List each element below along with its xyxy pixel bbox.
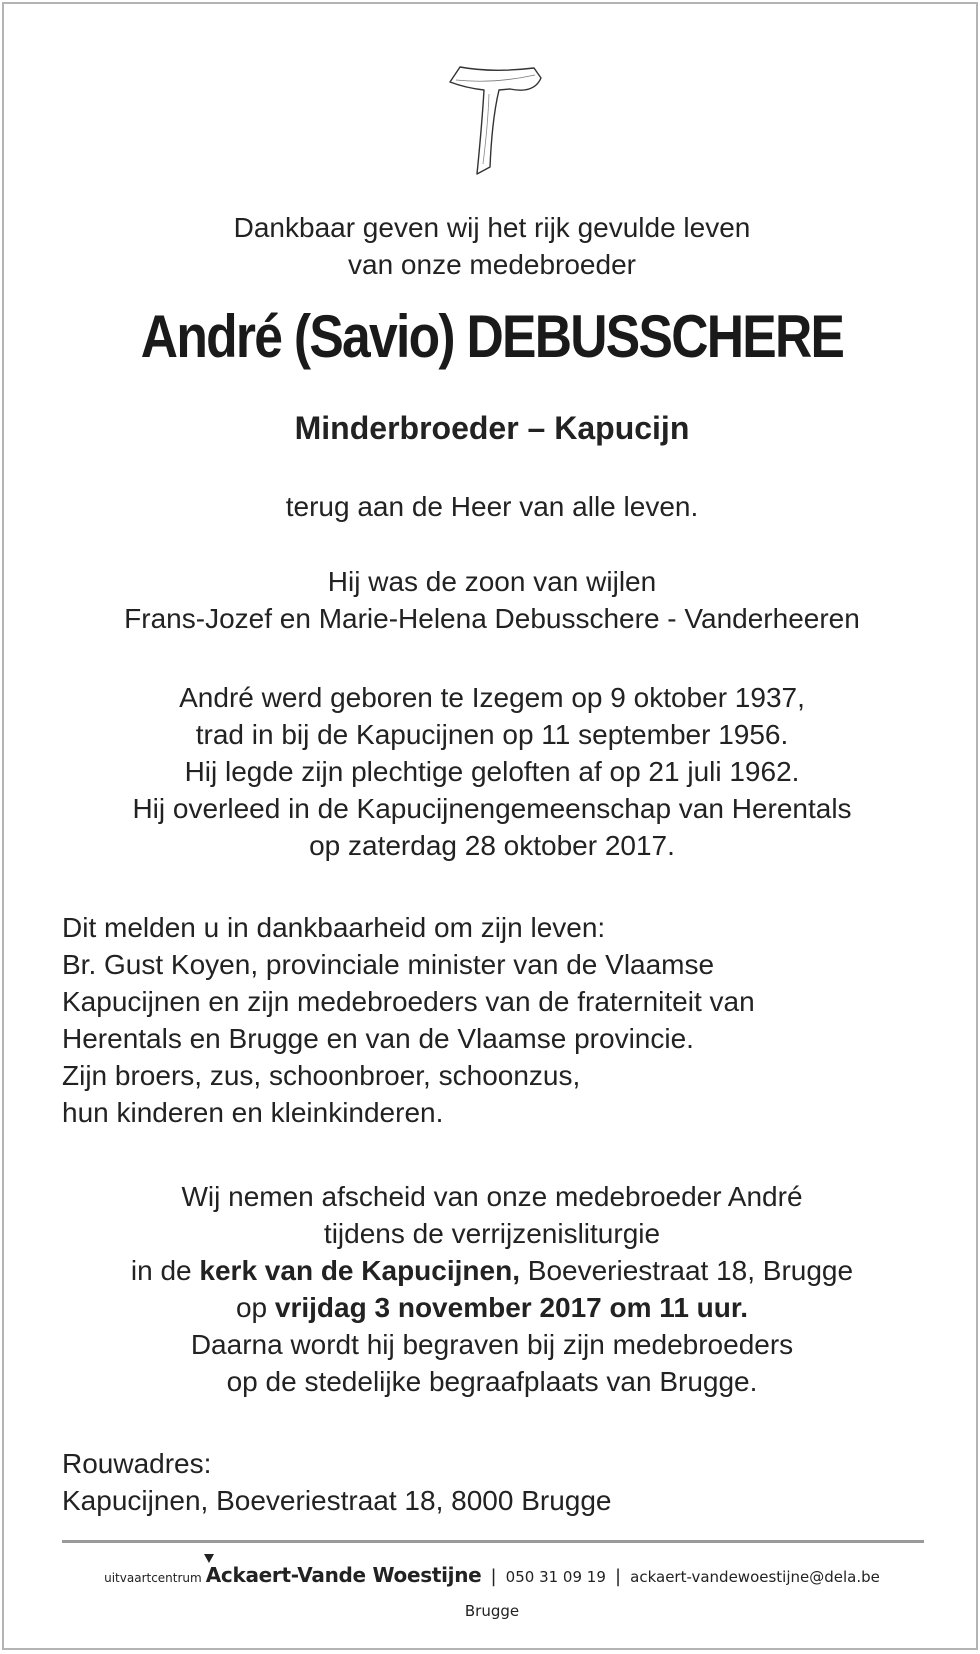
- farewell-line-2: tijdens de verrijzenisliturgie: [323, 1218, 661, 1249]
- address-value: Kapucijnen, Boeveriestraat 18, 8000 Brugge: [62, 1485, 612, 1516]
- footer-logo: [206, 1563, 482, 1587]
- farewell-line-5: Daarna wordt hij begraven bij zijn medebroeders: [190, 1329, 794, 1360]
- announcement-line: hun kinderen en kleinkinderen.: [62, 1097, 444, 1128]
- farewell-prefix: in de: [130, 1255, 192, 1286]
- mourning-address: [62, 1445, 942, 1519]
- parents-text: [4, 563, 980, 637]
- intro-line-1: Dankbaar geven wij het rijk gevulde leven: [233, 212, 751, 243]
- bio-line: trad in bij de Kapucijnen op 11 september 1956.: [195, 719, 789, 750]
- announcement-line: Herentals en Brugge en van de Vlaamse provincie.: [62, 1023, 694, 1054]
- farewell-line-3: [4, 1252, 980, 1289]
- bio-line: Hij legde zijn plechtige geloften af op 21 juli 1962.: [184, 756, 800, 787]
- intro-line-2: van onze medebroeder: [348, 249, 636, 280]
- farewell-line-4: [4, 1289, 980, 1326]
- announcement-line: Kapucijnen en zijn medebroeders van de fraterniteit van: [62, 986, 755, 1017]
- footer-phone: 050 31 09 19: [505, 1568, 606, 1586]
- footer-prefix: uitvaartcentrum: [104, 1571, 202, 1585]
- bio-line: Hij overleed in de Kapucijnengemeenschap van Herentals: [132, 793, 852, 824]
- footer-separator: |: [490, 1566, 497, 1587]
- parents-line-1: Hij was de zoon van wijlen: [327, 566, 657, 597]
- footer-email[interactable]: ackaert-vandewoestijne@dela.be: [630, 1568, 880, 1586]
- footer-brand: Ackaert-Vande Woestijne: [205, 1563, 482, 1587]
- religious-order: Minderbroeder – Kapucijn: [294, 410, 690, 446]
- date-prefix: op: [235, 1292, 268, 1323]
- obituary-card: [2, 2, 978, 1650]
- church-name: kerk van de Kapucijnen,: [199, 1255, 520, 1286]
- funeral-date: vrijdag 3 november 2017 om 11 uur.: [274, 1292, 749, 1323]
- funeral-home-footer: [4, 1563, 980, 1587]
- parents-line-2: Frans-Jozef en Marie-Helena Debusschere - Vanderheeren: [124, 603, 860, 634]
- footer-separator: |: [614, 1566, 622, 1587]
- announcement-line: Zijn broers, zus, schoonbroer, schoonzus,: [62, 1060, 581, 1091]
- tau-cross-icon: [444, 64, 544, 184]
- deceased-name: André (Savio) DEBUSSCHERE: [140, 303, 844, 370]
- returned-line: terug aan de Heer van alle leven.: [285, 491, 699, 522]
- footer-city: Brugge: [464, 1602, 520, 1620]
- farewell-line-6: op de stedelijke begraafplaats van Brugge.: [226, 1366, 758, 1397]
- announcement: [62, 909, 942, 1131]
- divider: [62, 1540, 924, 1543]
- farewell-line-1: Wij nemen afscheid van onze medebroeder André: [181, 1181, 803, 1212]
- biography: [4, 679, 980, 864]
- bio-line: op zaterdag 28 oktober 2017.: [309, 830, 675, 861]
- announcement-line: Dit melden u in dankbaarheid om zijn leven:: [62, 912, 606, 943]
- address-label: Rouwadres:: [62, 1448, 212, 1479]
- intro-text: [4, 209, 980, 283]
- bio-line: André werd geboren te Izegem op 9 oktober 1937,: [179, 682, 805, 713]
- logo-triangle-icon: [204, 1554, 214, 1563]
- church-address: Boeveriestraat 18, Brugge: [527, 1255, 854, 1286]
- funeral-details: [4, 1178, 980, 1400]
- announcement-line: Br. Gust Koyen, provinciale minister van de Vlaamse: [62, 949, 715, 980]
